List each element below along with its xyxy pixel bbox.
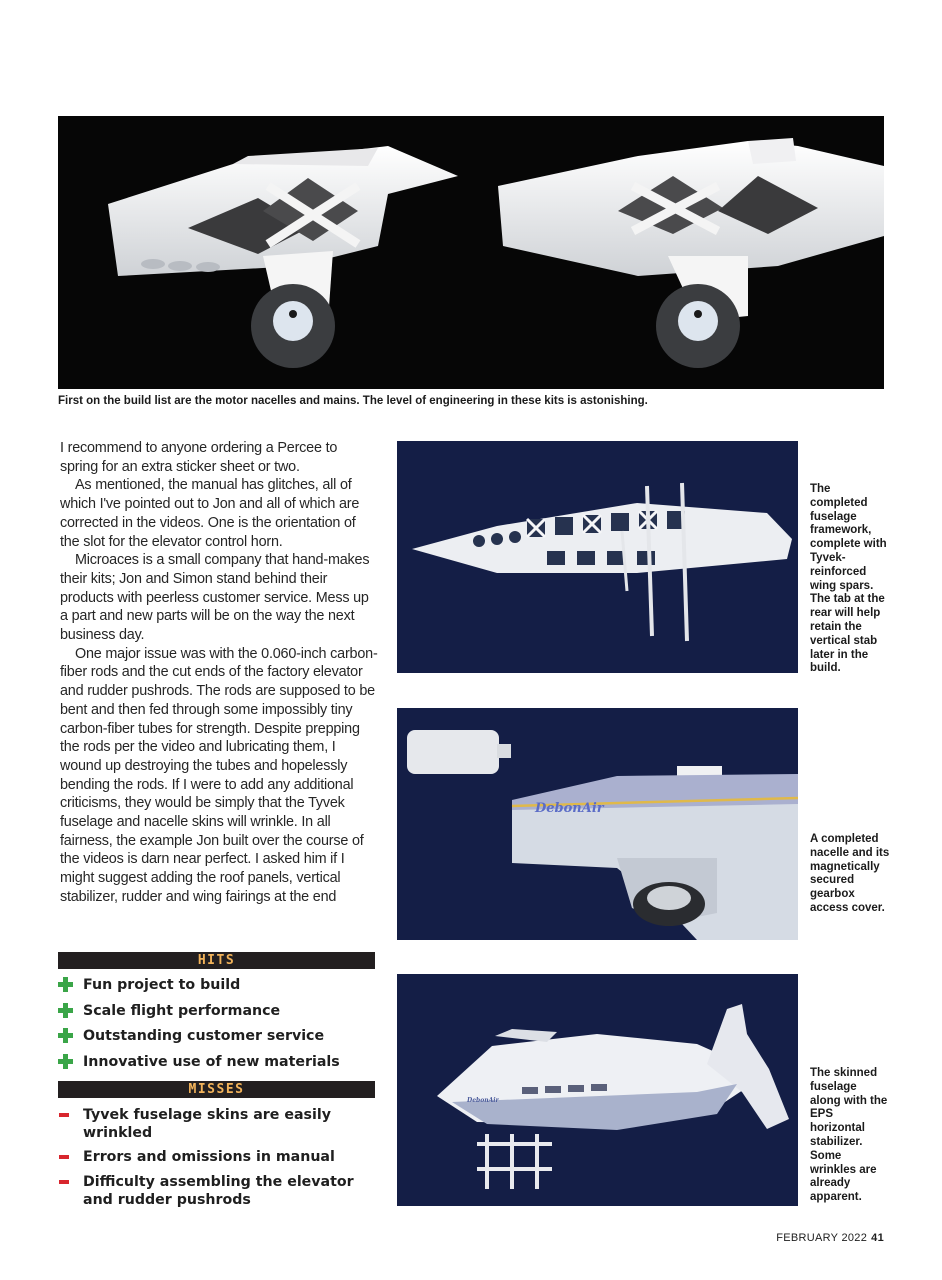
nacelle-photo	[397, 708, 798, 940]
hit-item-label: Fun project to build	[83, 977, 241, 993]
body-paragraph: Microaces is a small company that hand-makes their kits; Jon and Simon stand behind their products with peerless customer service. Mess up a part and new parts will be on the way the next business day.	[60, 552, 370, 644]
hit-item	[58, 1053, 378, 1079]
skinned-fuselage-caption: The skinned fuselage along with the EPS horizontal stabilizer. Some wrinkles are already apparent.	[810, 1067, 888, 1204]
nacelle-illustration	[397, 708, 798, 940]
hit-item-label: Scale flight performance	[83, 1002, 281, 1019]
top-photo-caption: First on the build list are the motor nacelles and mains. The level of engineering in these kits is astonishing.	[58, 395, 648, 407]
plus-icon	[58, 1054, 73, 1069]
minus-icon	[59, 1155, 69, 1159]
misses-heading: MISSES	[58, 1081, 375, 1098]
hit-item-label: Innovative use of new materials	[83, 1053, 340, 1070]
miss-item-label: Difficulty assembling the elevator and rudder pushrods	[83, 1174, 354, 1208]
hit-item-label: Outstanding customer service	[83, 1028, 325, 1044]
hit-item	[58, 976, 378, 1002]
nacelle-right	[498, 138, 884, 368]
body-paragraph: As mentioned, the manual has glitches, all of which I've pointed out to Jon and all of which are corrected in the videos. One is the orientation of the slot for the elevator control horn.	[60, 477, 360, 550]
body-paragraph: One major issue was with the 0.060-inch carbon-fiber rods and the cut ends of the factory elevator and rudder pushrods. The rods are supposed to be bent and then fed through some impossibly tiny carbon-fiber tubes for strength. Despite prepping the rods per the video and lubricating them, I wound up destroying the tubes and hopelessly bending the rods. If I were to add any additional criticisms, they would be simply that the Tyvek fuselage and nacelle skins will wrinkle. In all fairness, the example Jon built over the course of the videos is darn near perfect. I asked him if I might suggest adding the roof panels, vertical stabilizer, rudder and wing fairings at the end	[60, 645, 378, 905]
miss-item	[58, 1106, 378, 1142]
fuselage-caption: The completed fuselage framework, complete with Tyvek-reinforced wing spars. The tab at the rear will help retain the vertical stab later in the build.	[810, 483, 887, 675]
debonair-decal: DebonAir	[535, 801, 604, 816]
skinned-fuselage-photo	[397, 974, 798, 1206]
nacelles-photo	[58, 116, 884, 389]
miss-item	[58, 1148, 378, 1166]
miss-item	[58, 1173, 378, 1209]
plus-icon	[58, 977, 73, 992]
issue-date: FEBRUARY 2022	[776, 1232, 868, 1244]
hits-heading: HITS	[58, 952, 375, 969]
hit-item	[58, 1027, 378, 1053]
miss-item-label: Errors and omissions in manual	[83, 1149, 335, 1165]
page-number: 41	[871, 1232, 884, 1244]
fuselage-framework-illustration	[397, 441, 798, 673]
page-folio	[776, 1232, 884, 1244]
misses-list	[58, 1106, 378, 1209]
fuselage-framework-photo	[397, 441, 798, 673]
article-body	[60, 439, 378, 907]
plus-icon	[58, 1028, 73, 1043]
miss-item-label: Tyvek fuselage skins are easily wrinkled	[83, 1107, 331, 1141]
nacelles-illustration	[58, 116, 884, 389]
nacelle-caption: A completed nacelle and its magnetically secured gearbox access cover.	[810, 833, 890, 914]
minus-icon	[59, 1113, 69, 1117]
minus-icon	[59, 1180, 69, 1184]
debonair-decal: DebonAir	[467, 1097, 499, 1104]
hits-list	[58, 976, 378, 1078]
body-paragraph: I recommend to anyone ordering a Percee to spring for an extra sticker sheet or two.	[60, 440, 338, 475]
plus-icon	[58, 1003, 73, 1018]
skinned-fuselage-illustration	[397, 974, 798, 1206]
hit-item	[58, 1002, 378, 1028]
nacelle-left	[108, 146, 458, 368]
